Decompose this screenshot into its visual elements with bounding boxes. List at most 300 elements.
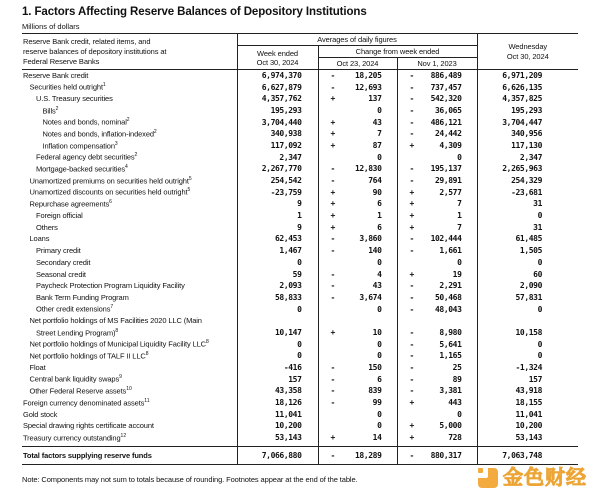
change-nov1-value: 8,980 (439, 327, 462, 337)
change-oct23-value: 43 (372, 281, 382, 291)
week-ended-value: 0 (237, 303, 318, 315)
table-row (22, 221, 578, 233)
change-nov1-value: 542,320 (430, 94, 462, 104)
week-ended-header: Week ended (237, 46, 318, 58)
change-nov1-cell (397, 151, 477, 163)
change-oct23-sign: - (330, 386, 335, 396)
factors-table (22, 33, 578, 465)
change-nov1-sign: + (409, 140, 414, 150)
change-nov1-sign: - (409, 105, 414, 115)
change-nov1-value: 4,309 (439, 140, 462, 150)
change-oct23-value: 0 (377, 351, 382, 361)
week-ended-value: -23,759 (237, 186, 318, 198)
row-label-cell (22, 151, 237, 163)
change-oct23-sign: + (330, 187, 335, 197)
week-ended-value: 18,126 (237, 397, 318, 409)
week-ended-value: 9 (237, 221, 318, 233)
footnote-marker: 9 (119, 374, 122, 381)
row-label-cell (22, 268, 237, 280)
change-nov1-cell (397, 315, 477, 327)
row-label: Other credit extensions (36, 304, 111, 314)
change-oct23-value: 0 (377, 339, 382, 349)
change-nov1-value: 7 (457, 199, 462, 209)
change-col-2-header: Nov 1, 2023 (397, 58, 477, 70)
change-oct23-cell (318, 292, 397, 304)
row-label: Unamortized discounts on securities held outright (29, 187, 188, 197)
footnote-marker: 8 (115, 327, 119, 334)
rounding-note: Note: Components may not sum to totals because of rounding. Footnotes appear at the end of the table. (22, 475, 358, 484)
change-nov1-sign: - (409, 327, 414, 337)
change-nov1-cell (397, 210, 477, 222)
wednesday-value: 157 (477, 373, 578, 385)
total-change-oct23-value: 18,289 (355, 451, 382, 460)
change-nov1-sign: - (409, 304, 414, 314)
row-label-cell (22, 186, 237, 198)
week-ended-value: 0 (237, 350, 318, 362)
change-nov1-sign: - (409, 292, 414, 302)
change-oct23-sign: + (330, 433, 335, 443)
change-nov1-value: 7 (457, 222, 462, 232)
wednesday-value: 0 (477, 350, 578, 362)
change-nov1-cell (397, 350, 477, 362)
table-row (22, 315, 578, 327)
row-label: Primary credit (36, 246, 81, 256)
change-nov1-sign: + (409, 269, 414, 279)
wednesday-value: 10,200 (477, 420, 578, 432)
week-ended-value: 3,704,440 (237, 116, 318, 128)
week-ended-value: 10,147 (237, 327, 318, 339)
change-oct23-sign: - (330, 176, 335, 186)
change-nov1-cell (397, 93, 477, 105)
change-oct23-value: 0 (377, 304, 382, 314)
row-label-cell (22, 233, 237, 245)
change-nov1-cell (397, 257, 477, 269)
jinse-finance-logo-icon (478, 468, 498, 488)
change-nov1-cell (397, 327, 477, 339)
footnote-marker: 10 (126, 386, 132, 393)
change-nov1-value: 48,043 (435, 304, 462, 314)
change-nov1-cell (397, 292, 477, 304)
change-nov1-sign: - (409, 339, 414, 349)
change-nov1-sign: + (409, 222, 414, 232)
change-nov1-cell (397, 338, 477, 350)
change-oct23-sign: - (330, 164, 335, 174)
table-header (22, 34, 578, 70)
wednesday-value: 10,158 (477, 327, 578, 339)
change-oct23-cell (318, 315, 397, 327)
row-label-cell (22, 128, 237, 140)
change-oct23-sign: - (330, 246, 335, 256)
row-label: Net portfolio holdings of Municipal Liquidity Facility LLC (29, 339, 206, 349)
row-label: Securities held outright (29, 82, 103, 92)
change-nov1-sign: - (409, 129, 414, 139)
row-label-cell (22, 362, 237, 374)
change-oct23-sign: + (330, 222, 335, 232)
change-nov1-sign: + (409, 398, 414, 408)
change-nov1-cell (397, 128, 477, 140)
wednesday-header-line-1: Wednesday (508, 41, 548, 51)
table-row (22, 151, 578, 163)
change-nov1-value: 728 (448, 433, 462, 443)
table-row (22, 350, 578, 362)
change-nov1-cell (397, 163, 477, 175)
change-oct23-sign: + (330, 199, 335, 209)
change-nov1-sign: + (409, 199, 414, 209)
table-row (22, 432, 578, 444)
table-row (22, 373, 578, 385)
week-ended-value: 2,267,770 (237, 163, 318, 175)
change-oct23-cell (318, 186, 397, 198)
change-nov1-sign: - (409, 374, 414, 384)
row-label: Foreign currency denominated assets (23, 398, 145, 408)
row-label-cell (22, 315, 237, 327)
change-nov1-sign: - (409, 164, 414, 174)
change-nov1-value: 5,000 (439, 421, 462, 431)
footnote-marker: 6 (109, 199, 112, 206)
wednesday-value: 0 (477, 303, 578, 315)
table-row (22, 70, 578, 82)
change-nov1-cell (397, 198, 477, 210)
change-nov1-value: 886,489 (430, 71, 462, 81)
row-label-cell (22, 408, 237, 420)
change-oct23-cell (318, 373, 397, 385)
row-label: Others (36, 222, 58, 232)
change-nov1-cell (397, 303, 477, 315)
change-nov1-value: 3,381 (439, 386, 462, 396)
table-row (22, 268, 578, 280)
total-row-label: Total factors supplying reserve funds (22, 447, 237, 465)
week-ended-value: 157 (237, 373, 318, 385)
change-oct23-value: 3,674 (359, 292, 382, 302)
change-nov1-cell (397, 221, 477, 233)
change-nov1-value: 89 (452, 374, 462, 384)
change-oct23-sign: - (330, 281, 335, 291)
footnote-marker: 2 (134, 152, 138, 159)
change-nov1-cell (397, 140, 477, 152)
change-nov1-value: 0 (457, 409, 462, 419)
row-label: Gold stock (23, 409, 58, 419)
row-label-cell (22, 70, 237, 82)
change-oct23-value: 137 (368, 94, 382, 104)
units-label: Millions of dollars (22, 22, 80, 31)
change-oct23-value: 18,205 (355, 71, 382, 81)
change-nov1-sign: + (409, 421, 414, 431)
week-ended-value: 9 (237, 198, 318, 210)
change-oct23-cell (318, 175, 397, 187)
change-oct23-cell (318, 70, 397, 82)
row-label: Bank Term Funding Program (36, 292, 129, 302)
footnote-marker: 2 (126, 117, 130, 124)
wednesday-value: 2,090 (477, 280, 578, 292)
row-label: Net portfolio holdings of MS Facilities 2020 LLC (Main (29, 316, 202, 326)
change-oct23-value: 6 (377, 374, 382, 384)
row-label-cell (22, 198, 237, 210)
change-oct23-value: 0 (377, 257, 382, 267)
row-label: Notes and bonds, inflation-indexed (42, 129, 154, 139)
wednesday-value: 43,918 (477, 385, 578, 397)
table-row (22, 116, 578, 128)
wednesday-value: 61,485 (477, 233, 578, 245)
week-ended-value: -416 (237, 362, 318, 374)
week-ended-value: 59 (237, 268, 318, 280)
change-nov1-value: 0 (457, 152, 462, 162)
week-ended-value: 2,347 (237, 151, 318, 163)
row-label-cell (22, 292, 237, 304)
change-oct23-sign: - (330, 269, 335, 279)
table-row (22, 385, 578, 397)
footnote-marker: 7 (110, 304, 114, 311)
wednesday-value: 2,265,963 (477, 163, 578, 175)
wednesday-value: 57,831 (477, 292, 578, 304)
change-oct23-value: 10 (372, 327, 382, 337)
row-label: U.S. Treasury securities (36, 94, 113, 104)
stub-header (22, 34, 237, 70)
change-oct23-value: 6 (377, 222, 382, 232)
table-row (22, 292, 578, 304)
change-oct23-sign: - (330, 363, 335, 373)
week-ended-value: 0 (237, 338, 318, 350)
row-label: Mortgage-backed securities (36, 164, 126, 174)
wednesday-value: 6,626,135 (477, 81, 578, 93)
change-oct23-value: 90 (372, 187, 382, 197)
row-label-cell (22, 350, 237, 362)
change-nov1-sign: - (409, 363, 414, 373)
wednesday-value: 254,329 (477, 175, 578, 187)
change-oct23-sign: - (330, 82, 335, 92)
change-nov1-sign: + (409, 433, 414, 443)
row-label-cell (22, 116, 237, 128)
wednesday-header-line-2: Oct 30, 2024 (506, 51, 549, 61)
change-nov1-value: 195,137 (430, 164, 462, 174)
row-label: Bills (42, 106, 56, 116)
change-oct23-cell (318, 210, 397, 222)
row-label-cell (22, 397, 237, 409)
table-row (22, 198, 578, 210)
change-oct23-value: 14 (372, 433, 382, 443)
change-nov1-sign: + (409, 211, 414, 221)
row-label: Foreign official (36, 211, 83, 221)
change-oct23-cell (318, 362, 397, 374)
total-change-oct23-sign: - (330, 451, 335, 460)
wednesday-value: 195,293 (477, 105, 578, 117)
row-label-cell (22, 338, 237, 350)
row-label-cell (22, 303, 237, 315)
change-nov1-sign: - (409, 117, 414, 127)
week-ended-value: 254,542 (237, 175, 318, 187)
total-change-oct23-cell (318, 447, 397, 465)
change-nov1-value: 1 (457, 211, 462, 221)
watermark-text: 金色财经 (503, 467, 587, 489)
change-nov1-cell (397, 385, 477, 397)
table-row (22, 93, 578, 105)
week-ended-value: 117,092 (237, 140, 318, 152)
change-nov1-value: 486,121 (430, 117, 462, 127)
change-nov1-sign: - (409, 246, 414, 256)
total-change-nov1-value: 880,317 (430, 451, 462, 460)
change-oct23-cell (318, 408, 397, 420)
change-oct23-value: 99 (372, 398, 382, 408)
change-oct23-cell (318, 163, 397, 175)
change-nov1-cell (397, 420, 477, 432)
footnote-marker: 1 (102, 82, 106, 89)
change-oct23-value: 0 (377, 152, 382, 162)
change-oct23-cell (318, 268, 397, 280)
row-label-cell (22, 93, 237, 105)
table-row (22, 280, 578, 292)
week-ended-value: 6,974,370 (237, 70, 318, 82)
change-group-header: Change from week ended (318, 46, 477, 58)
change-nov1-sign: - (409, 71, 414, 81)
footnote-marker: 11 (144, 397, 150, 404)
change-nov1-sign: - (409, 351, 414, 361)
change-nov1-cell (397, 105, 477, 117)
change-oct23-cell (318, 221, 397, 233)
row-label-cell (22, 373, 237, 385)
week-ended-value (237, 315, 318, 327)
table-row (22, 128, 578, 140)
table-row (22, 210, 578, 222)
table-footer (22, 444, 578, 465)
row-label-cell (22, 245, 237, 257)
change-nov1-sign: + (409, 187, 414, 197)
change-nov1-value: 1,165 (439, 351, 462, 361)
table-row (22, 175, 578, 187)
change-oct23-value: 140 (368, 246, 382, 256)
change-oct23-value: 0 (377, 421, 382, 431)
change-oct23-cell (318, 245, 397, 257)
total-change-nov1-cell (397, 447, 477, 465)
change-nov1-value: 29,891 (435, 176, 462, 186)
change-oct23-cell (318, 81, 397, 93)
change-nov1-sign: - (409, 94, 414, 104)
row-label-cell (22, 163, 237, 175)
row-label: Central bank liquidity swaps (29, 374, 120, 384)
change-oct23-sign: - (330, 374, 335, 384)
change-oct23-value: 764 (368, 176, 382, 186)
row-label-cell (22, 432, 237, 444)
table-row (22, 105, 578, 117)
footnote-marker: 2 (55, 105, 59, 112)
row-label-cell (22, 327, 237, 339)
week-ended-value: 58,833 (237, 292, 318, 304)
wednesday-value: 3,704,447 (477, 116, 578, 128)
row-label: Unamortized premiums on securities held outright (29, 176, 189, 186)
wednesday-value: 6,971,209 (477, 70, 578, 82)
table-row (22, 338, 578, 350)
table-row (22, 233, 578, 245)
change-oct23-cell (318, 233, 397, 245)
change-oct23-cell (318, 128, 397, 140)
change-oct23-sign: + (330, 94, 335, 104)
change-oct23-cell (318, 280, 397, 292)
row-label-cell (22, 385, 237, 397)
change-nov1-cell (397, 81, 477, 93)
total-change-nov1-sign: - (409, 451, 414, 460)
wednesday-value: -23,681 (477, 186, 578, 198)
change-nov1-cell (397, 408, 477, 420)
change-oct23-value: 87 (372, 140, 382, 150)
change-nov1-value: 36,065 (435, 105, 462, 115)
footnote-marker: 8 (145, 351, 149, 358)
change-nov1-cell (397, 362, 477, 374)
change-oct23-value: 1 (377, 211, 382, 221)
change-nov1-value: 102,444 (430, 234, 462, 244)
change-oct23-cell (318, 198, 397, 210)
wednesday-value: 31 (477, 221, 578, 233)
total-week-ended-value: 7,066,880 (237, 447, 318, 465)
week-ended-date-header: Oct 30, 2024 (237, 58, 318, 70)
change-oct23-sign: + (330, 117, 335, 127)
row-label: Notes and bonds, nominal (42, 117, 127, 127)
table-row (22, 186, 578, 198)
row-label: Paycheck Protection Program Liquidity Facility (36, 281, 185, 291)
week-ended-value: 1,467 (237, 245, 318, 257)
change-oct23-value: 6 (377, 199, 382, 209)
change-nov1-sign: - (409, 176, 414, 186)
change-oct23-value: 839 (368, 386, 382, 396)
wednesday-value: 0 (477, 338, 578, 350)
stub-header-line-3: Federal Reserve Banks (23, 56, 100, 66)
row-label: Float (29, 363, 46, 373)
change-nov1-sign: - (409, 386, 414, 396)
stub-header-line-1: Reserve Bank credit, related items, and (23, 36, 151, 46)
row-label-cell (22, 257, 237, 269)
change-nov1-value: 24,442 (435, 129, 462, 139)
change-oct23-cell (318, 140, 397, 152)
wednesday-value: 340,956 (477, 128, 578, 140)
change-oct23-value: 12,693 (355, 82, 382, 92)
change-oct23-cell (318, 397, 397, 409)
footnote-marker: 5 (188, 175, 192, 182)
change-oct23-cell (318, 327, 397, 339)
change-nov1-value: 19 (452, 269, 462, 279)
table-row (22, 408, 578, 420)
wednesday-value: 0 (477, 210, 578, 222)
change-nov1-cell (397, 373, 477, 385)
wednesday-value: 60 (477, 268, 578, 280)
change-nov1-cell (397, 268, 477, 280)
wednesday-value: 31 (477, 198, 578, 210)
week-ended-value: 53,143 (237, 432, 318, 444)
table-row (22, 140, 578, 152)
row-label: Special drawing rights certificate account (23, 421, 154, 431)
row-label-cell (22, 81, 237, 93)
wednesday-value: 117,130 (477, 140, 578, 152)
change-oct23-cell (318, 303, 397, 315)
change-oct23-sign: + (330, 327, 335, 337)
change-oct23-value: 0 (377, 105, 382, 115)
footnote-marker: 2 (153, 129, 157, 136)
week-ended-value: 62,453 (237, 233, 318, 245)
wednesday-value: 2,347 (477, 151, 578, 163)
change-nov1-cell (397, 280, 477, 292)
row-label-cell (22, 280, 237, 292)
change-oct23-value: 7 (377, 129, 382, 139)
week-ended-value: 340,938 (237, 128, 318, 140)
wednesday-value: 53,143 (477, 432, 578, 444)
change-nov1-sign: - (409, 281, 414, 291)
table-row (22, 303, 578, 315)
wednesday-value (477, 315, 578, 327)
change-oct23-value: 0 (377, 409, 382, 419)
change-nov1-sign: - (409, 234, 414, 244)
change-oct23-cell (318, 151, 397, 163)
change-nov1-cell (397, 397, 477, 409)
change-nov1-value: 443 (448, 398, 462, 408)
change-oct23-sign: - (330, 234, 335, 244)
change-nov1-cell (397, 186, 477, 198)
wednesday-value: 1,505 (477, 245, 578, 257)
